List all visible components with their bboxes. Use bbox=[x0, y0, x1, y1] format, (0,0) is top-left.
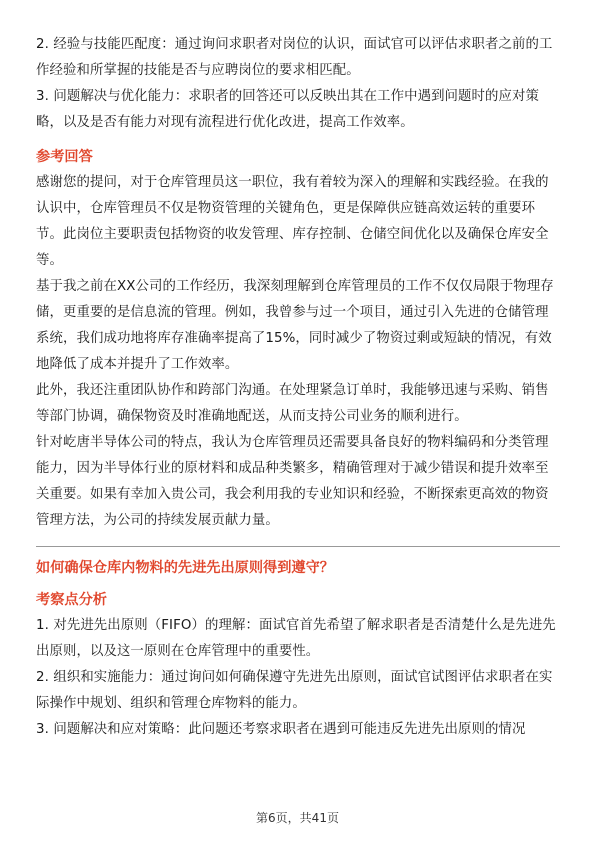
analysis-label: 考察点分析 bbox=[36, 592, 107, 608]
analysis-point-2: 2. 组织和实施能力：通过询问如何确保遵守先进先出原则，面试官试图评估求职者在实际操作中规划、组织和管理仓库物料的能力。 bbox=[36, 670, 553, 711]
page-footer bbox=[0, 810, 595, 826]
question-title: 如何确保仓库内物料的先进先出原则得到遵守？ bbox=[36, 560, 334, 576]
reference-answer-label: 参考回答 bbox=[36, 149, 93, 165]
evaluation-point-3: 3. 问题解决与优化能力：求职者的回答还可以反映出其在工作中遇到问题时的应对策略，以及是否有能力对现有流程进行优化改进，提高工作效率。 bbox=[36, 89, 539, 130]
evaluation-point-2: 2. 经验与技能匹配度：通过询问求职者对岗位的认识，面试官可以评估求职者之前的工作经验和所掌握的技能是否与应聘岗位的要求相匹配。 bbox=[36, 37, 553, 78]
answer-paragraph-2: 基于我之前在XX公司的工作经历，我深刻理解到仓库管理员的工作不仅仅局限于物理存储，更重要的是信息流的管理。例如，我曾参与过一个项目，通过引入先进的仓储管理系统，我们成功地将库存准确率提高了15%，同时减少了物资过剩或短缺的情况，有效地降低了成本并提升了工作效率。 bbox=[36, 279, 554, 372]
answer-paragraph-3: 此外，我还注重团队协作和跨部门沟通。在处理紧急订单时，我能够迅速与采购、销售等部门协调，确保物资及时准确地配送，从而支持公司业务的顺利进行。 bbox=[36, 383, 549, 424]
answer-paragraph-4: 针对屹唐半导体公司的特点，我认为仓库管理员还需要具备良好的物料编码和分类管理能力，因为半导体行业的原材料和成品种类繁多，精确管理对于减少错误和提升效率至关重要。如果有幸加入贵公司，我会利用我的专业知识和经验，不断探索更高效的物资管理方法，为公司的持续发展贡献力量。 bbox=[36, 435, 549, 528]
analysis-point-1: 1. 对先进先出原则（FIFO）的理解：面试官首先希望了解求职者是否清楚什么是先进先出原则，以及这一原则在仓库管理中的重要性。 bbox=[36, 618, 556, 659]
answer-paragraph-1: 感谢您的提问，对于仓库管理员这一职位，我有着较为深入的理解和实践经验。在我的认识中，仓库管理员不仅是物资管理的关键角色，更是保障供应链高效运转的重要环节。此岗位主要职责包括物资的收发管理、库存控制、仓储空间优化以及确保仓库安全等。 bbox=[36, 175, 549, 268]
section-divider bbox=[36, 546, 560, 547]
document-page bbox=[36, 32, 560, 743]
page-number: 第6页，共41页 bbox=[256, 811, 339, 825]
analysis-point-3: 3. 问题解决和应对策略：此问题还考察求职者在遇到可能违反先进先出原则的情况 bbox=[36, 722, 526, 737]
